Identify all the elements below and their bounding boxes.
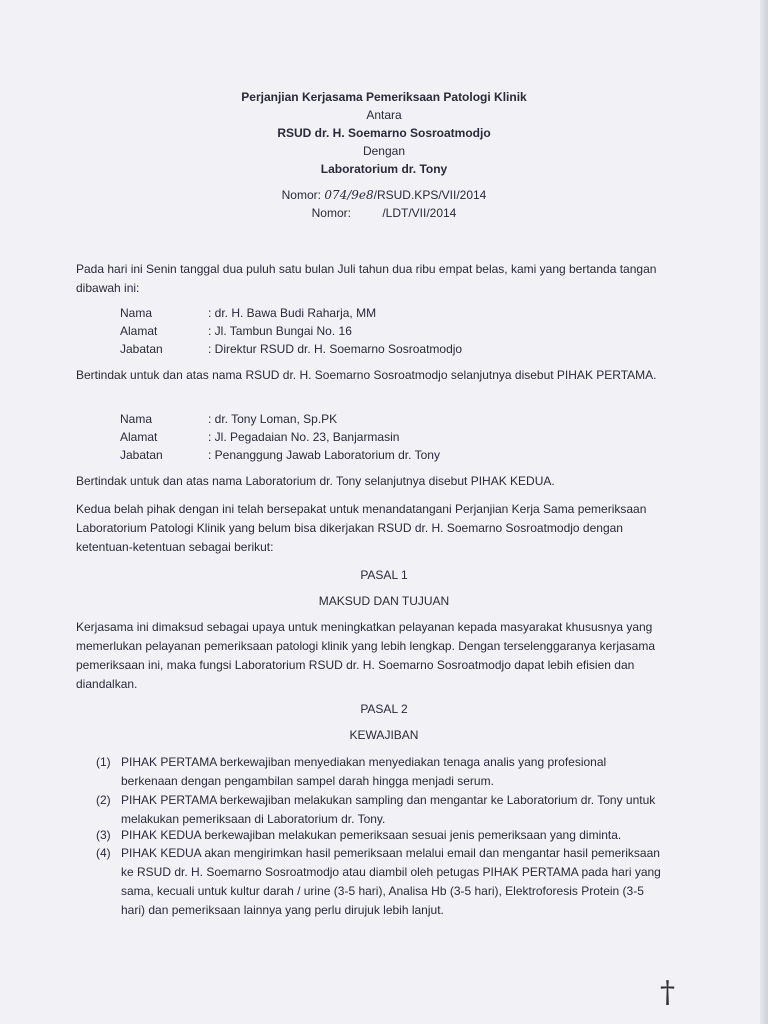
party1-nama-row: Nama : dr. H. Bawa Budi Raharja, MM <box>120 306 377 320</box>
nomor1-rest: /RSUD.KPS/VII/2014 <box>373 188 487 202</box>
pasal2-title: PASAL 2 <box>360 702 408 716</box>
nomor1-handwritten: 074/9e8 <box>324 188 374 202</box>
nomor2-rest: /LDT/VII/2014 <box>382 206 457 220</box>
list-item: (3) PIHAK KEDUA berkewajiban melakukan pemeriksaan sesuai jenis pemeriksaan yang diminta. <box>96 828 622 842</box>
handwritten-mark: † <box>660 975 675 1010</box>
party1-org-title: RSUD dr. H. Soemarno Sosroatmodjo <box>277 126 491 140</box>
pasal1-title: PASAL 1 <box>360 568 408 582</box>
party1-jabatan-row: Jabatan : Direktur RSUD dr. H. Soemarno Sosroatmodjo <box>120 342 463 356</box>
party2-nama-row: Nama : dr. Tony Loman, Sp.PK <box>120 412 338 426</box>
agreement-paragraph: Kedua belah pihak dengan ini telah bersepakat untuk menandatangani Perjanjian Kerja Sama pemeriksaan Laboratorium Patologi Klinik yang belum bisa dikerjakan RSUD dr. H. Soemarno Sosroatmodjo dengan ketentuan-ketentuan sebagai berikut: <box>76 502 647 554</box>
list-item: (2) PIHAK PERTAMA berkewajiban melakukan sampling dan mengantar ke Laboratorium dr. Tony untuk melakukan pemeriksaan di Laboratorium dr. Tony. <box>96 793 656 826</box>
intro-paragraph: Pada hari ini Senin tanggal dua puluh satu bulan Juli tahun dua ribu empat belas, kami yang bertanda tangan dibawah ini: <box>76 262 657 295</box>
party2-statement: Bertindak untuk dan atas nama Laboratorium dr. Tony selanjutnya disebut PIHAK KEDUA. <box>76 474 555 488</box>
party2-alamat-row: Alamat : Jl. Pegadaian No. 23, Banjarmasin <box>120 430 400 444</box>
nomor1-label: Nomor: <box>281 188 321 202</box>
title-dengan: Dengan <box>362 144 406 158</box>
page-edge-shadow <box>760 0 768 1024</box>
nomor-line-2 <box>0 204 768 222</box>
list-item: (4) PIHAK KEDUA akan mengirimkan hasil pemeriksaan melalui email dan mengantar hasil pemeriksaan ke RSUD dr. H. Soemarno Sosroatmodjo atau diambil oleh petugas PIHAK PERTAMA pada hari yang sama, kecuali untuk kultur darah / urine (3-5 hari), Analisa Hb (3-5 hari), Elektroforesis Protein (3-5 hari) dan pemeriksaan lainnya yang perlu dirujuk lebih lanjut. <box>96 846 661 917</box>
nomor-line-1 <box>0 186 768 204</box>
nomor2-label: Nomor: <box>311 206 351 220</box>
pasal1-text: Kerjasama ini dimaksud sebagai upaya untuk meningkatkan pelayanan kepada masyarakat khususnya yang memerlukan pelayanan pemeriksaan patologi klinik yang lebih lengkap. Dengan terselenggaranya kerjasama pemeriksaan ini, maka fungsi Laboratorium RSUD dr. H. Soemarno Sosroatmodjo dapat lebih efisien dan diandalkan. <box>76 620 656 691</box>
list-item: (1) PIHAK PERTAMA berkewajiban menyediakan menyediakan tenaga analis yang profesional berkenaan dengan pengambilan sampel darah hingga menjadi serum. <box>96 755 607 788</box>
party1-statement: Bertindak untuk dan atas nama RSUD dr. H. Soemarno Sosroatmodjo selanjutnya disebut PIHAK PERTAMA. <box>76 368 657 382</box>
pasal2-subtitle: KEWAJIBAN <box>349 728 419 742</box>
document-title: Perjanjian Kerjasama Pemeriksaan Patologi Klinik <box>241 90 527 104</box>
pasal1-subtitle: MAKSUD DAN TUJUAN <box>318 594 450 608</box>
party2-jabatan-row: Jabatan : Penanggung Jawab Laboratorium dr. Tony <box>120 448 440 462</box>
party1-alamat-row: Alamat : Jl. Tambun Bungai No. 16 <box>120 324 352 338</box>
title-antara: Antara <box>366 108 402 122</box>
party2-org-title: Laboratorium dr. Tony <box>320 162 448 176</box>
